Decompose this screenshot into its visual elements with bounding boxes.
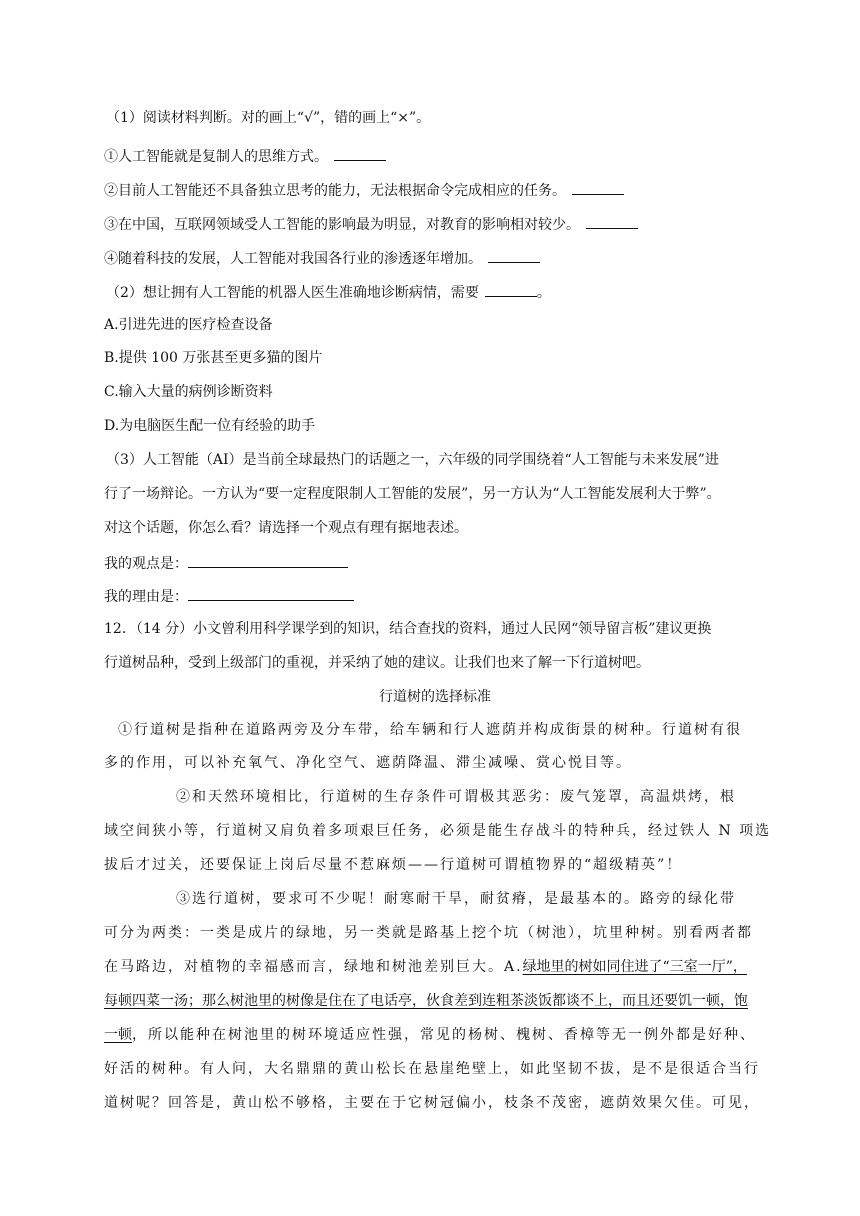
passage-text: ，所以能种在树池里的树环境适应性强，常见的杨树、槐树、香樟等无一例外都是好种、 — [132, 1027, 756, 1043]
passage-para2-line: ②和天然环境相比，行道树的生存条件可谓极其恶劣：废气笼罩，高温烘烤，根 — [176, 789, 736, 805]
q11-part2-end: 。 — [536, 285, 551, 301]
q11-part1-instruction: （1）阅读材料判断。对的画上“√”，错的画上“×”。 — [106, 110, 431, 126]
option-d: D.为电脑医生配一位有经验的助手 — [104, 418, 316, 434]
judgment-item-1 — [104, 145, 386, 167]
passage-para3-line: 好活的树种。有人问，大名鼎鼎的黄山松长在悬崖绝壁上，如此坚韧不拔，是不是很适合当行 — [104, 1061, 760, 1077]
my-view-line — [104, 552, 348, 574]
passage-para3-line: 可分为两类：一类是成片的绿地，另一类就是路基上挖个坑（树池），坑里种树。别看两者都 — [104, 925, 753, 941]
passage-para3-line — [104, 1025, 756, 1045]
judgment-item-text: ③在中国，互联网领域受人工智能的影响最为明显，对教育的影响相对较少。 — [104, 217, 580, 233]
q11-part3-line: 对这个话题，你怎么看？请选择一个观点有理有据地表述。 — [104, 520, 468, 536]
answer-blank[interactable] — [485, 281, 537, 297]
passage-para3-line: ③选行道树，要求可不少呢！耐寒耐干旱，耐贫瘠，是最基本的。路旁的绿化带 — [176, 891, 736, 907]
underlined-sentence-a: 绿地里的树如同住进了“三室一厅”， — [522, 959, 747, 975]
passage-para3-line: 道树呢？回答是，黄山松不够格，主要在于它树冠偏小，枝条不茂密，遮荫效果欠佳。可见， — [104, 1095, 760, 1111]
underlined-sentence-a: 每顿四菜一汤；那么树池里的树像是住在了电话亭，伙食差到连粗茶淡饭都谈不上，而且还要饥一顿，饱 — [104, 993, 748, 1009]
answer-blank[interactable] — [488, 247, 540, 263]
passage-para2-line: 拔后才过关，还要保证上岗后尽量不惹麻烦——行道树可谓植物界的“超级精英”！ — [104, 857, 683, 873]
judgment-item-3 — [104, 213, 638, 235]
q12-intro-line: 12．（14 分）小文曾利用科学课学到的知识，结合查找的资料，通过人民网“领导留言板”建议更换 — [104, 621, 712, 637]
judgment-item-text: ①人工智能就是复制人的思维方式。 — [104, 149, 328, 165]
answer-blank[interactable] — [586, 213, 638, 229]
judgment-item-text: ④随着科技的发展，人工智能对我国各行业的渗透逐年增加。 — [104, 251, 482, 267]
my-reason-line — [104, 585, 354, 607]
answer-blank[interactable] — [572, 179, 624, 195]
passage-para3-line — [104, 957, 747, 977]
passage-para2-line: 域空间狭小等，行道树又肩负着多项艰巨任务，必须是能生存战斗的特种兵，经过铁人 N 项选 — [104, 823, 772, 839]
passage-text: 在马路边，对植物的幸福感而言，绿地和树池差别巨大。A. — [104, 959, 523, 975]
q12-intro-line: 行道树品种，受到上级部门的重视，并采纳了她的建议。让我们也来了解一下行道树吧。 — [104, 655, 650, 671]
q11-part2-text: （2）想让拥有人工智能的机器人医生准确地诊断病情，需要 — [106, 285, 479, 301]
passage-title: 行道树的选择标准 — [379, 689, 491, 705]
passage-para1-line: ①行道树是指种在道路两旁及分车带，给车辆和行人遮荫并构成街景的树种。行道树有很 — [118, 722, 742, 738]
option-a: A.引进先进的医疗检查设备 — [104, 317, 273, 333]
option-b: B.提供 100 万张甚至更多猫的图片 — [104, 350, 323, 366]
my-view-blank[interactable] — [188, 552, 348, 568]
my-reason-label: 我的理由是： — [104, 589, 188, 605]
passage-para1-line: 多的作用，可以补充氧气、净化空气、遮荫降温、滞尘减噪、赏心悦目等。 — [104, 755, 632, 771]
judgment-item-4 — [104, 247, 540, 269]
my-view-label: 我的观点是： — [104, 556, 188, 572]
q11-part2-stem — [106, 281, 551, 303]
q11-part3-line: 行了一场辩论。一方认为“要一定程度限制人工智能的发展”，另一方认为“人工智能发展利大于弊”。 — [104, 486, 721, 502]
passage-para3-line — [104, 991, 748, 1011]
my-reason-blank[interactable] — [188, 585, 354, 601]
judgment-item-2 — [104, 179, 624, 201]
judgment-item-text: ②目前人工智能还不具备独立思考的能力，无法根据命令完成相应的任务。 — [104, 183, 566, 199]
option-c: C.输入大量的病例诊断资料 — [104, 384, 273, 400]
answer-blank[interactable] — [334, 145, 386, 161]
underlined-sentence-a: 一顿 — [104, 1027, 132, 1043]
q11-part3-line: （3）人工智能（AI）是当前全球最热门的话题之一，六年级的同学围绕着“人工智能与未来发展”进 — [106, 452, 719, 468]
